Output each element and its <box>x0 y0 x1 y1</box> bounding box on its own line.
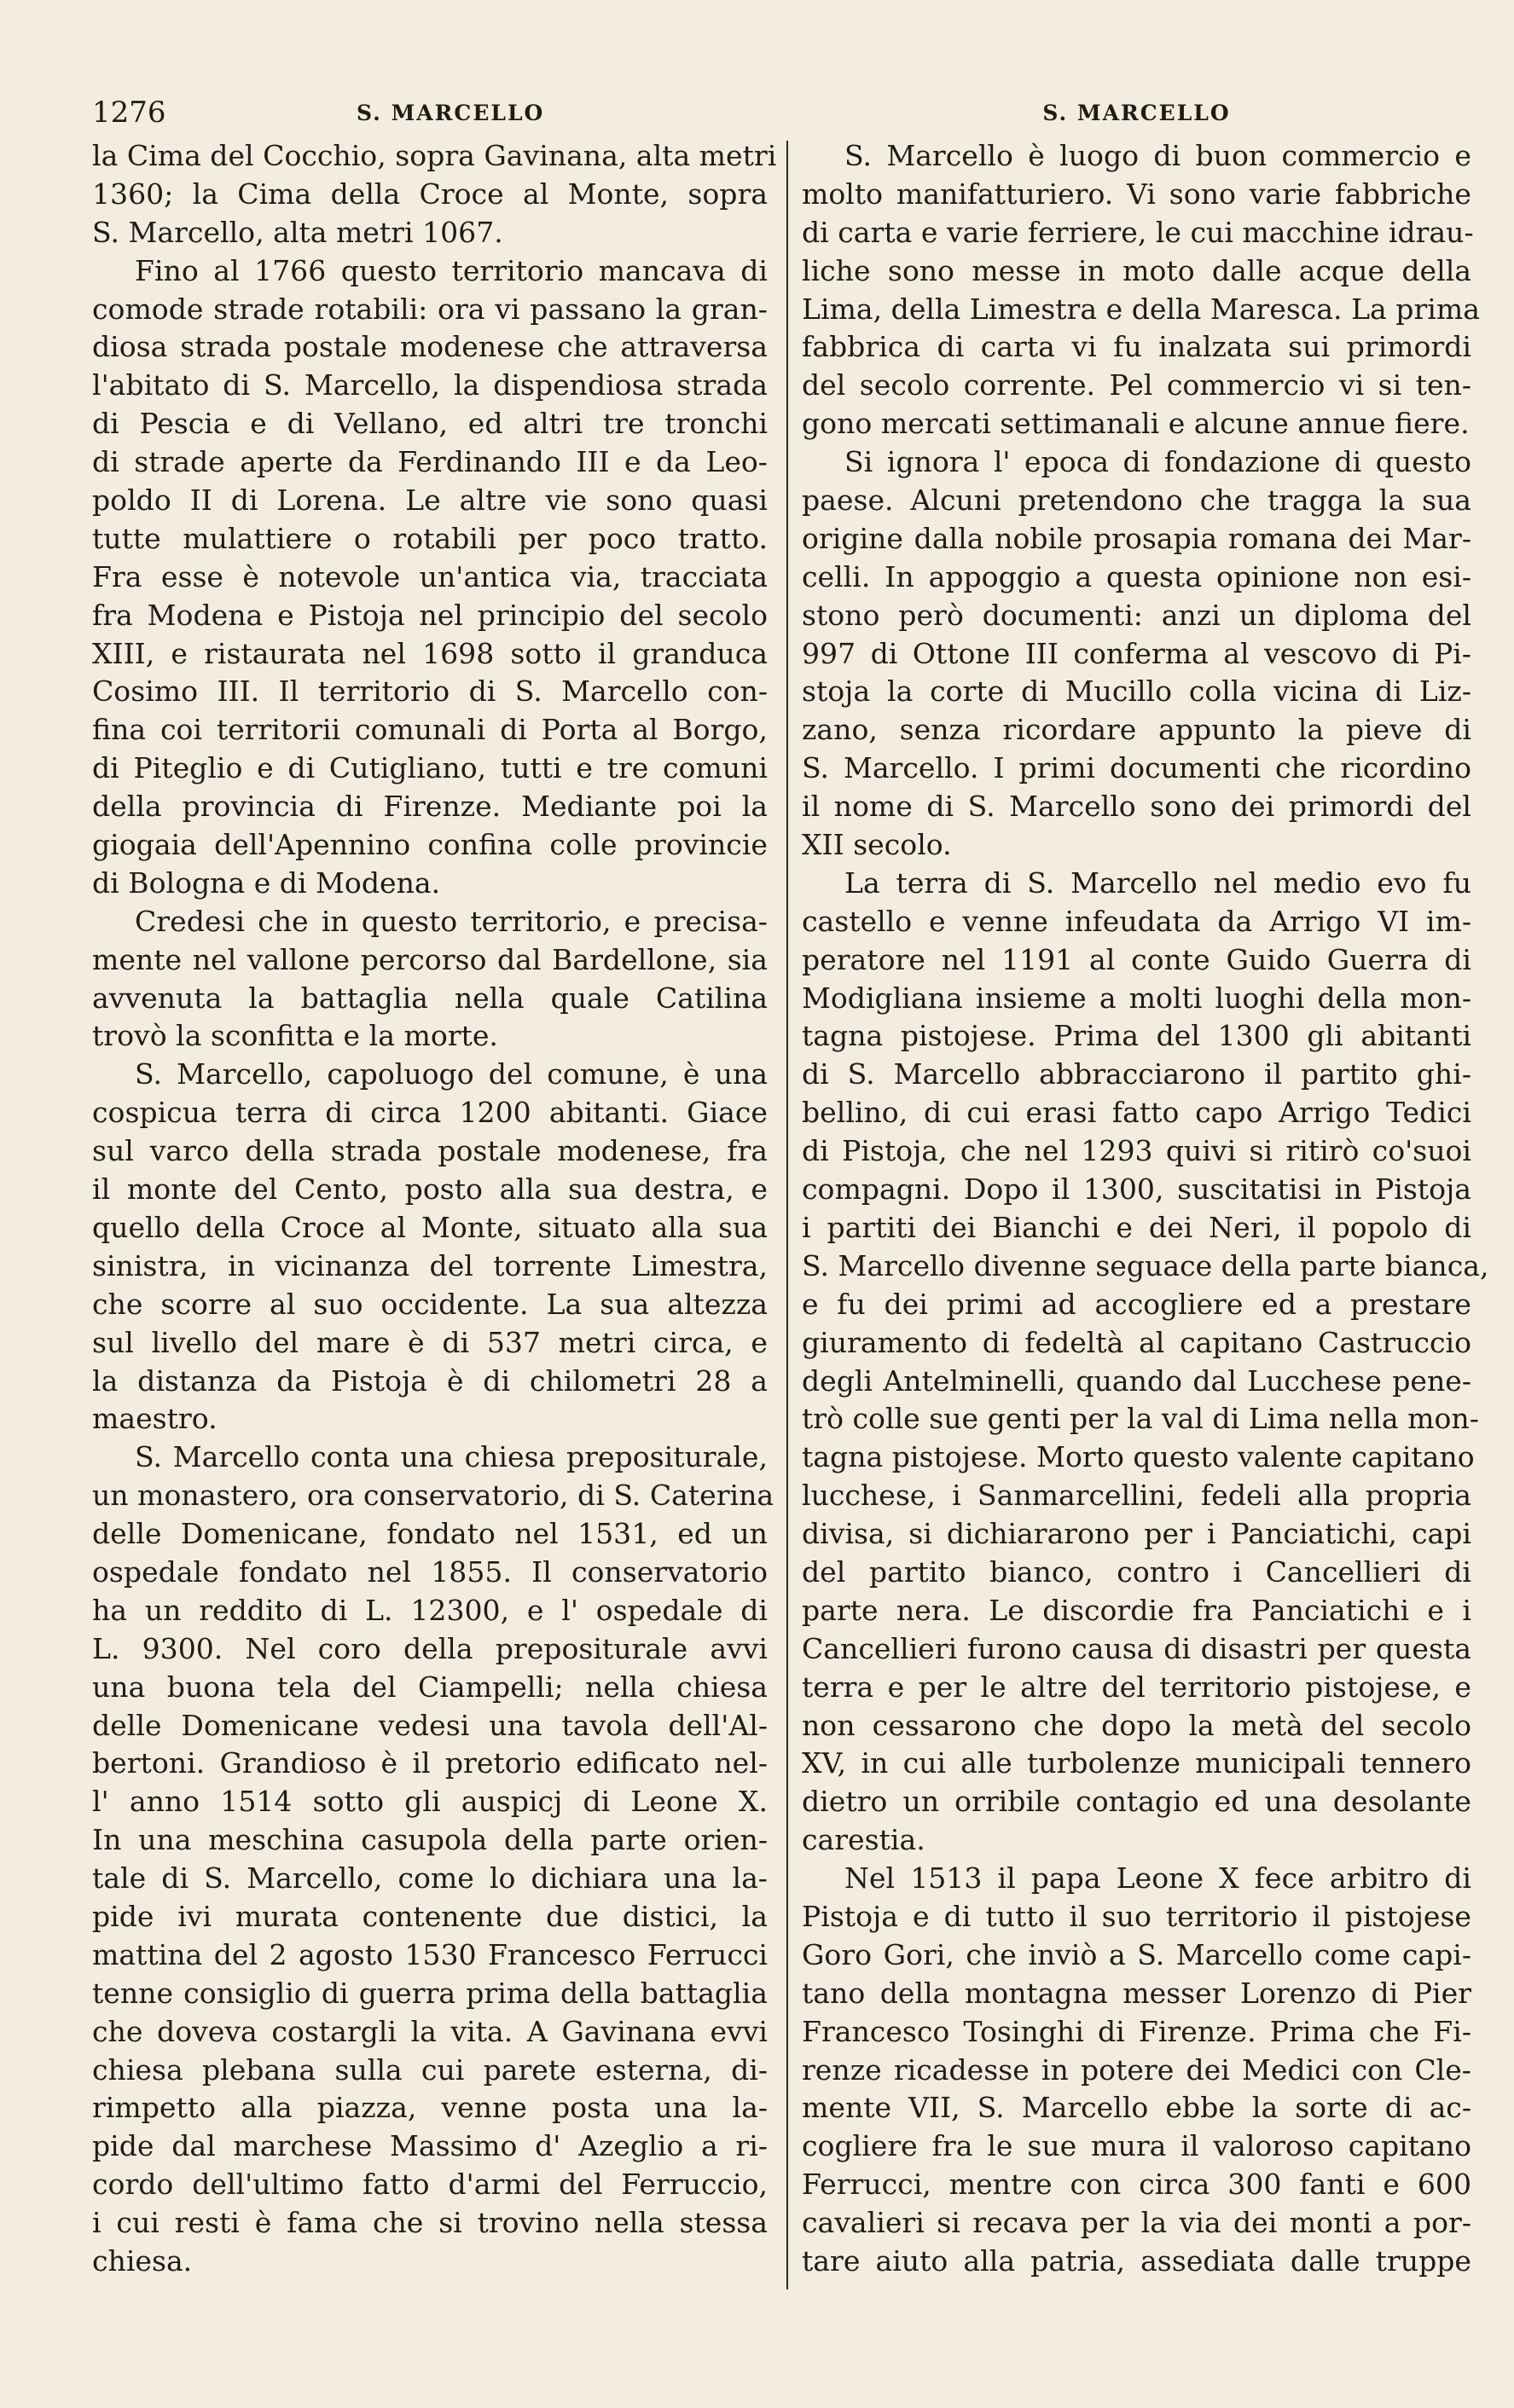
text-line: pide ivi murata contenente due distici, la <box>92 1899 768 1933</box>
text-line: un monastero, ora conservatorio, di S. Caterina <box>92 1479 774 1513</box>
paragraph <box>92 1438 774 2281</box>
text-line: stoja la corte di Mucillo colla vicina di Liz- <box>802 674 1471 709</box>
text-line: renze ricadesse in potere dei Medici con Cle- <box>802 2052 1471 2087</box>
text-line: giogaia dell'Apennino confina colle provincie <box>92 828 768 862</box>
text-line: Si ignora l' epoca di fondazione di questo <box>844 445 1471 479</box>
text-line: l'abitato di S. Marcello, la dispendiosa strada <box>92 368 768 402</box>
text-line: dietro un orribile contagio ed una desolante <box>802 1785 1471 1819</box>
text-line: degli Antelminelli, quando dal Lucchese pene- <box>802 1363 1471 1398</box>
text-line: di strade aperte da Ferdinando III e da Leo- <box>92 445 768 479</box>
text-line: che scorre al suo occidente. La sua altezza <box>92 1287 768 1321</box>
text-line: lucchese, i Sanmarcellini, fedeli alla propria <box>802 1479 1471 1513</box>
text-line: chiesa. <box>92 2243 193 2278</box>
text-line: Ferrucci, mentre con circa 300 fanti e 600 <box>802 2168 1471 2202</box>
text-line: fabbrica di carta vi fu inalzata sui primordi <box>802 330 1471 364</box>
paragraph <box>92 252 768 903</box>
text-line: bertoni. Grandioso è il pretorio edificato nel- <box>92 1746 768 1780</box>
text-line: Cosimo III. Il territorio di S. Marcello con- <box>92 674 768 709</box>
text-line: cordo dell'ultimo fatto d'armi del Ferruccio, <box>92 2168 768 2202</box>
text-line: tenne consiglio di guerra prima della battaglia <box>92 1976 768 2010</box>
paragraph <box>92 903 768 1056</box>
text-line: XV, in cui alle turbolenze municipali tennero <box>802 1746 1471 1780</box>
text-line: tutte mulattiere o rotabili per poco tratto. <box>92 521 768 555</box>
text-line: carestia. <box>802 1823 925 1857</box>
running-head-left: S. MARCELLO <box>357 101 545 125</box>
text-line: giuramento di fedeltà al capitano Castruccio <box>802 1325 1471 1359</box>
text-line: tale di S. Marcello, come lo dichiara una la- <box>92 1861 768 1896</box>
text-line: Modigliana insieme a molti luoghi della mon- <box>802 981 1471 1015</box>
text-line: mente nel vallone percorso dal Bardellone, sia <box>92 942 768 976</box>
paragraph <box>802 137 1480 443</box>
text-line: l' anno 1514 sotto gli auspicj di Leone X. <box>92 1785 768 1819</box>
text-line: avvenuta la battaglia nella quale Catilina <box>92 981 768 1015</box>
text-line: Goro Gori, che inviò a S. Marcello come capi- <box>802 1937 1471 1971</box>
text-line: castello e venne infeudata da Arrigo VI im- <box>802 904 1471 938</box>
text-line: fina coi territorii comunali di Porta al Borgo, <box>92 713 768 747</box>
text-line: L. 9300. Nel coro della prepositurale avvi <box>92 1631 768 1665</box>
right-header <box>802 96 1471 133</box>
text-line: di carta e varie ferriere, le cui macchine idrau- <box>802 215 1474 249</box>
text-line: stono però documenti: anzi un diploma del <box>802 598 1471 632</box>
text-line: chiesa plebana sulla cui parete esterna, di- <box>92 2052 768 2087</box>
text-line: il nome di S. Marcello sono dei primordi del <box>802 790 1471 824</box>
text-line: quello della Croce al Monte, situato alla sua <box>92 1210 768 1244</box>
text-line: rimpetto alla piazza, venne posta una la- <box>92 2091 768 2125</box>
text-line: diosa strada postale modenese che attraversa <box>92 330 768 364</box>
text-line: del secolo corrente. Pel commercio vi si ten- <box>802 368 1471 402</box>
text-line: delle Domenicane vedesi una tavola dell'Al- <box>92 1708 768 1742</box>
text-line: Pistoja e di tutto il suo territorio il pistojese <box>802 1899 1471 1933</box>
text-line: trovò la sconfitta e la morte. <box>92 1019 498 1053</box>
text-line: mattina del 2 agosto 1530 Francesco Ferrucci <box>92 1937 768 1971</box>
text-line: XII secolo. <box>802 828 952 862</box>
text-line: Credesi che in questo territorio, e precisa- <box>135 904 768 938</box>
text-line: sinistra, in vicinanza del torrente Limestra, <box>92 1248 768 1282</box>
text-line: il monte del Cento, posto alla sua destra, e <box>92 1172 768 1207</box>
text-line: Fino al 1766 questo territorio mancava di <box>135 253 768 287</box>
text-line: celli. In appoggio a questa opinione non esi- <box>802 559 1471 593</box>
text-line: una buona tela del Ciampelli; nella chiesa <box>92 1670 768 1704</box>
left-column <box>92 137 777 2281</box>
text-line: In una meschina casupola della parte orien- <box>92 1823 768 1857</box>
running-head-right: S. MARCELLO <box>1042 101 1231 125</box>
text-line: 997 di Ottone III conferma al vescovo di Pi- <box>802 636 1471 670</box>
text-line: S. Marcello divenne seguace della parte bianca, <box>802 1248 1489 1282</box>
text-line: di Pescia e di Vellano, ed altri tre tronchi <box>92 407 768 441</box>
text-line: Francesco Tosinghi di Firenze. Prima che Fi- <box>802 2014 1471 2048</box>
text-line: cogliere fra le sue mura il valoroso capitano <box>802 2129 1471 2163</box>
text-line: e fu dei primi ad accogliere ed a prestare <box>802 1287 1471 1321</box>
text-line: S. Marcello. I primi documenti che ricordino <box>802 751 1471 785</box>
text-line: i cui resti è fama che si trovino nella stessa <box>92 2206 768 2240</box>
text-line: S. Marcello, alta metri 1067. <box>92 215 503 249</box>
text-line: di Piteglio e di Cutigliano, tutti e tre comuni <box>92 751 768 785</box>
text-line: di Bologna e di Modena. <box>92 865 441 900</box>
text-line: 1360; la Cima della Croce al Monte, sopra <box>92 177 768 211</box>
text-line: Cancellieri furono causa di disastri per questa <box>802 1631 1471 1665</box>
text-line: Nel 1513 il papa Leone X fece arbitro di <box>844 1861 1471 1896</box>
text-line: S. Marcello è luogo di buon commercio e <box>844 139 1471 172</box>
text-line: comode strade rotabili: ora vi passano la gran- <box>92 292 768 326</box>
text-line: trò colle sue genti per la val di Lima nella mon- <box>802 1402 1479 1436</box>
text-line: sul varco della strada postale modenese, fra <box>92 1134 768 1168</box>
paragraph <box>92 137 777 252</box>
text-line: della provincia di Firenze. Mediante poi la <box>92 790 768 824</box>
text-line: maestro. <box>92 1402 218 1436</box>
text-line: tare aiuto alla patria, assediata dalle truppe <box>802 2243 1471 2278</box>
text-line: di Pistoja, che nel 1293 quivi si ritirò co'suoi <box>802 1134 1471 1168</box>
text-line: la distanza da Pistoja è di chilometri 28 a <box>92 1363 768 1398</box>
text-line: origine dalla nobile prosapia romana dei Mar- <box>802 521 1471 555</box>
text-line: cavalieri si recava per la via dei monti a por- <box>802 2206 1471 2240</box>
text-line: mente VII, S. Marcello ebbe la sorte di ac- <box>802 2091 1471 2125</box>
text-line: peratore nel 1191 al conte Guido Guerra di <box>802 942 1471 976</box>
text-line: divisa, si dichiararono per i Panciatichi, capi <box>802 1517 1471 1551</box>
right-column <box>802 137 1489 2281</box>
text-line: molto manifatturiero. Vi sono varie fabbriche <box>802 177 1471 211</box>
text-line: XIII, e ristaurata nel 1698 sotto il granduca <box>92 636 768 670</box>
text-line: terra e per le altre del territorio pistojese, e <box>802 1670 1471 1704</box>
text-line: pide dal marchese Massimo d' Azeglio a ri- <box>92 2129 768 2163</box>
text-line: Fra esse è notevole un'antica via, tracciata <box>92 559 768 593</box>
text-line: tano della montagna messer Lorenzo di Pier <box>802 1976 1471 2010</box>
text-line: ha un reddito di L. 12300, e l' ospedale di <box>92 1593 768 1627</box>
text-line: La terra di S. Marcello nel medio evo fu <box>844 865 1471 900</box>
paragraph <box>92 1056 768 1438</box>
paragraph <box>802 443 1471 865</box>
text-line: parte nera. Le discordie fra Panciatichi e i <box>802 1593 1471 1627</box>
text-line: gono mercati settimanali e alcune annue fiere. <box>802 407 1470 441</box>
text-line: la Cima del Cocchio, sopra Gavinana, alta metri <box>92 139 777 172</box>
text-line: S. Marcello, capoluogo del comune, è una <box>135 1057 768 1091</box>
text-line: zano, senza ricordare appunto la pieve di <box>802 713 1471 747</box>
text-line: tagna pistojese. Morto questo valente capitano <box>802 1440 1475 1474</box>
text-line: di S. Marcello abbracciarono il partito ghi- <box>802 1057 1471 1091</box>
page-number: 1276 <box>92 96 166 130</box>
paragraph <box>802 1860 1471 2281</box>
text-line: ospedale fondato nel 1855. Il conservatorio <box>92 1554 768 1589</box>
text-line: paese. Alcuni pretendono che tragga la sua <box>802 483 1471 518</box>
text-line: sul livello del mare è di 537 metri circa, e <box>92 1325 768 1359</box>
text-line: poldo II di Lorena. Le altre vie sono quasi <box>92 483 768 518</box>
text-line: tagna pistojese. Prima del 1300 gli abitanti <box>802 1019 1471 1053</box>
text-line: i partiti dei Bianchi e dei Neri, il popolo di <box>802 1210 1471 1244</box>
paragraph <box>802 865 1489 1860</box>
text-line: del partito bianco, contro i Cancellieri di <box>802 1554 1471 1589</box>
text-line: delle Domenicane, fondato nel 1531, ed un <box>92 1517 768 1551</box>
text-line: bellino, di cui erasi fatto capo Arrigo Tedici <box>802 1096 1471 1130</box>
text-line: cospicua terra di circa 1200 abitanti. Giace <box>92 1096 768 1130</box>
text-line: che doveva costargli la vita. A Gavinana evvi <box>92 2014 768 2048</box>
column-divider <box>786 141 788 2289</box>
text-line: liche sono messe in moto dalle acque della <box>802 253 1471 287</box>
text-line: compagni. Dopo il 1300, suscitatisi in Pistoja <box>802 1172 1471 1207</box>
text-line: Lima, della Limestra e della Maresca. La prima <box>802 292 1480 326</box>
text-line: fra Modena e Pistoja nel principio del secolo <box>92 598 768 632</box>
text-line: S. Marcello conta una chiesa prepositurale, <box>135 1440 768 1474</box>
left-header <box>92 96 785 133</box>
text-line: non cessarono che dopo la metà del secolo <box>802 1708 1471 1742</box>
